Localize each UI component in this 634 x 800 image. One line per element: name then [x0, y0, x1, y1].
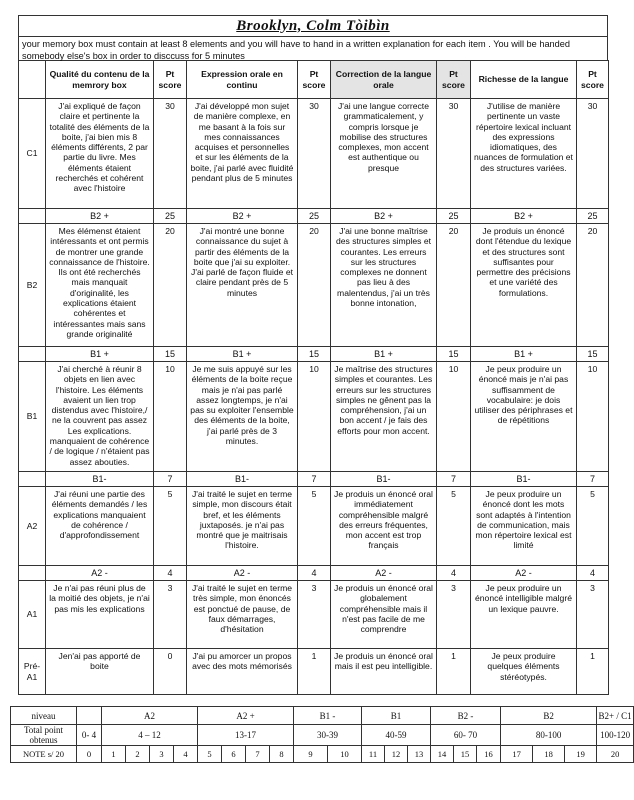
note-cell: 18 — [533, 746, 565, 763]
note-cell: 2 — [126, 746, 150, 763]
note-cell: 13 — [408, 746, 431, 763]
content-descriptor: Jen'ai pas apporté de boite — [46, 649, 154, 695]
sublevel-row-b2plus — [19, 209, 609, 224]
correction-points: 1 — [437, 649, 471, 695]
correction-header: Correction de la langue orale — [331, 61, 437, 99]
expression-descriptor: J'ai développé mon sujet de manière complexe, en me basant à la fois sur mes connaissances acquises et personnelles et sur les éléments de la boite, j'ai parlé avec fluidité pendant plus de 5 minutes — [187, 99, 298, 209]
sublevel-label: B2 + — [46, 209, 154, 224]
sublevel-row-a2minus — [19, 566, 609, 581]
empty-cell — [19, 347, 46, 362]
richesse-points: 3 — [577, 581, 609, 649]
content-descriptor: Je n'ai pas réuni plus de la moitié des objets, je n'ai pas mis les explications — [46, 581, 154, 649]
content-points: 20 — [154, 224, 187, 347]
points-range-cell: 0- 4 — [77, 725, 102, 746]
richesse-descriptor: Je peux produire un énoncé mais je n'ai pas suffisamment de vocabulaire: je dois utiliser des périphrases et de répétitions — [471, 362, 577, 472]
grade-level-cell: B2+ / C1 — [597, 707, 634, 725]
points-range-cell: 80-100 — [501, 725, 597, 746]
sublevel-label: B1 + — [331, 347, 437, 362]
sublevel-points: 4 — [437, 566, 471, 581]
content-points: 5 — [154, 487, 187, 566]
richesse-header: Richesse de la langue — [471, 61, 577, 99]
level-label: C1 — [19, 99, 46, 209]
grade-level-cell — [77, 707, 102, 725]
sublevel-label: B2 + — [187, 209, 298, 224]
sublevel-label: B1- — [187, 472, 298, 487]
note-cell: 20 — [597, 746, 634, 763]
content-points: 3 — [154, 581, 187, 649]
note-cell: 14 — [431, 746, 454, 763]
sublevel-label: B1- — [46, 472, 154, 487]
level-row-a1 — [19, 581, 609, 649]
note-cell: 11 — [362, 746, 385, 763]
sublevel-row-b1minus — [19, 472, 609, 487]
level-header — [19, 61, 46, 99]
richesse-descriptor: J'utilise de manière pertinente un vaste répertoire lexical incluant des expressions idiomatiques, des nuances de formulation et des structures variées. — [471, 99, 577, 209]
grade-conversion-table — [10, 706, 634, 763]
points-range-cell: 100-120 — [597, 725, 634, 746]
level-label: A2 — [19, 487, 46, 566]
level-label: B2 — [19, 224, 46, 347]
note-cell: 16 — [477, 746, 501, 763]
sublevel-label: B1- — [331, 472, 437, 487]
correction-points: 30 — [437, 99, 471, 209]
points-range-cell: 60- 70 — [431, 725, 501, 746]
expression-points: 30 — [298, 99, 331, 209]
sublevel-points: 25 — [154, 209, 187, 224]
richesse-points: 30 — [577, 99, 609, 209]
expression-points: 20 — [298, 224, 331, 347]
sublevel-row-b1plus — [19, 347, 609, 362]
empty-cell — [19, 209, 46, 224]
points-range-cell: 4 – 12 — [102, 725, 198, 746]
level-label: B1 — [19, 362, 46, 472]
points-range-cell: 30-39 — [294, 725, 362, 746]
points-range-cell: 40-59 — [362, 725, 431, 746]
sublevel-label: B2 + — [471, 209, 577, 224]
content-descriptor: J'ai cherché à réunir 8 objets en lien avec l'histoire. Les éléments avaient un lien trop distendus avec l'histoire,/ ne la couvrent pas assez Les explications. manquaient de cohérence / de logique / n'étaient pas assez abouties. — [46, 362, 154, 472]
richesse-points: 10 — [577, 362, 609, 472]
correction-points: 10 — [437, 362, 471, 472]
sublevel-label: B1 + — [46, 347, 154, 362]
sublevel-points: 15 — [298, 347, 331, 362]
content-descriptor: J'ai réuni une partie des éléments demandés / les explications manquaient de cohérence / d'approfondissement — [46, 487, 154, 566]
sublevel-points: 7 — [154, 472, 187, 487]
grade-level-cell: B2 - — [431, 707, 501, 725]
content-points: 0 — [154, 649, 187, 695]
sublevel-label: A2 - — [46, 566, 154, 581]
grade-level-cell: B2 — [501, 707, 597, 725]
note-cell: 7 — [246, 746, 270, 763]
expression-header: Expression orale en continu — [187, 61, 298, 99]
sublevel-points: 4 — [298, 566, 331, 581]
content-points: 30 — [154, 99, 187, 209]
sublevel-label: B1 + — [187, 347, 298, 362]
note-cell: 12 — [385, 746, 408, 763]
sublevel-points: 4 — [154, 566, 187, 581]
empty-cell — [19, 472, 46, 487]
note-cell: 8 — [270, 746, 294, 763]
sublevel-label: B1 + — [471, 347, 577, 362]
note-cell: 10 — [328, 746, 362, 763]
richesse-points: 20 — [577, 224, 609, 347]
level-row-a2 — [19, 487, 609, 566]
expression-points: 1 — [298, 649, 331, 695]
note-cell: 3 — [150, 746, 174, 763]
level-row-c1 — [19, 99, 609, 209]
expression-descriptor: J'ai pu amorcer un propos avec des mots mémorisés — [187, 649, 298, 695]
content-points: 10 — [154, 362, 187, 472]
content-header: Qualité du contenu de la memrory box — [46, 61, 154, 99]
expression-descriptor: J'ai traité le sujet en terme simple, mon discours était bref, et les éléments juxtaposés. je n'ai pas montré que je maitrisais l'histoire. — [187, 487, 298, 566]
grade-note-row — [11, 746, 634, 763]
note-row-label: NOTE s/ 20 — [11, 746, 77, 763]
expression-points: 10 — [298, 362, 331, 472]
sublevel-points: 7 — [577, 472, 609, 487]
note-cell: 5 — [198, 746, 222, 763]
title-box — [18, 15, 608, 36]
correction-points: 3 — [437, 581, 471, 649]
note-cell: 17 — [501, 746, 533, 763]
level-label: Pré-A1 — [19, 649, 46, 695]
note-cell: 15 — [454, 746, 477, 763]
sublevel-points: 25 — [577, 209, 609, 224]
points-row-label: Total point obtenus — [11, 725, 77, 746]
correction-descriptor: J'ai une langue correcte grammaticalement, y compris lorsque je mobilise des structures complexes, mon accent est authentique ou presque — [331, 99, 437, 209]
correction-descriptor: Je produis un énoncé oral mais il est peu intelligible. — [331, 649, 437, 695]
richesse-descriptor: Je produis un énoncé dont l'étendue du lexique et des structures sont suffisantes pour permettre des précisions et une variété des formulations. — [471, 224, 577, 347]
correction-descriptor: Je maîtrise des structures simples et courantes. Les erreurs sur les structures simples ne gênent pas la compréhension, j'ai un bon accent / je fais des efforts pour mon accent. — [331, 362, 437, 472]
correction-descriptor: J'ai une bonne maîtrise des structures simples et courantes. Les erreurs sur les structures complexes ne donnent pas lieu à des malentendus, j'ai un très bonne intonation, — [331, 224, 437, 347]
pt-score-header: Pt score — [577, 61, 609, 99]
correction-descriptor: Je produis un énoncé oral globalement compréhensible mais il n'est pas facile de me comprendre — [331, 581, 437, 649]
sublevel-label: A2 - — [471, 566, 577, 581]
content-descriptor: J'ai expliqué de façon claire et pertinente la totalité des éléments de la boite, j'ai bien mis 8 éléments différents, 2 par partie du livre. Mes éléments étaient recherchés et cohérent avec l'histoire — [46, 99, 154, 209]
level-row-b2 — [19, 224, 609, 347]
sublevel-points: 25 — [437, 209, 471, 224]
sublevel-points: 4 — [577, 566, 609, 581]
sublevel-points: 15 — [437, 347, 471, 362]
sublevel-points: 7 — [437, 472, 471, 487]
note-cell: 1 — [102, 746, 126, 763]
content-descriptor: Mes élémenst étaient intéressants et ont permis de montrer une grande connaissance de l'histoire. Ils ont été recherchés mais manquait d'originalité, les explications étaient cohérentes et intéressantes mais sans grande originalité — [46, 224, 154, 347]
rubric-table — [18, 60, 609, 695]
page-title: Brooklyn, Colm Tòibìn — [236, 17, 390, 34]
expression-descriptor: Je me suis appuyé sur les éléments de la boite reçue mais je n'ai pas parlé assez longtemps, je n'ai pas su exploiter l'ensemble des éléments de la boite, j'ai parlé près de 3 minutes. — [187, 362, 298, 472]
grade-level-cell: A2 + — [198, 707, 294, 725]
sublevel-points: 15 — [154, 347, 187, 362]
note-cell: 4 — [174, 746, 198, 763]
note-cell: 9 — [294, 746, 328, 763]
grade-level-row — [11, 707, 634, 725]
sublevel-label: A2 - — [187, 566, 298, 581]
correction-points: 5 — [437, 487, 471, 566]
rubric-page — [18, 15, 608, 695]
richesse-descriptor: Je peux produire un énoncé intelligible malgré un lexique pauvre. — [471, 581, 577, 649]
sublevel-label: B2 + — [331, 209, 437, 224]
header-row — [19, 61, 609, 99]
richesse-points: 1 — [577, 649, 609, 695]
level-row-label: niveau — [11, 707, 77, 725]
level-label: A1 — [19, 581, 46, 649]
expression-descriptor: J'ai traité le sujet en terme très simple, mon énoncés est ponctué de pause, de faux démarrages, d'hésitation — [187, 581, 298, 649]
expression-descriptor: J'ai montré une bonne connaissance du sujet à partir des éléments de la boite que j'ai su exploiter. J'ai parlé de façon fluide et claire pendant près de 5 minutes — [187, 224, 298, 347]
richesse-points: 5 — [577, 487, 609, 566]
note-cell: 6 — [222, 746, 246, 763]
expression-points: 5 — [298, 487, 331, 566]
grade-level-cell: B1 — [362, 707, 431, 725]
grade-points-row — [11, 725, 634, 746]
note-cell: 19 — [565, 746, 597, 763]
sublevel-points: 25 — [298, 209, 331, 224]
sublevel-points: 15 — [577, 347, 609, 362]
correction-points: 20 — [437, 224, 471, 347]
note-cell: 0 — [77, 746, 102, 763]
correction-descriptor: Je produis un énoncé oral immédiatement compréhensible malgré des erreurs fréquentes, mon accent est trop français — [331, 487, 437, 566]
richesse-descriptor: Je peux produire quelques éléments stéréotypés. — [471, 649, 577, 695]
richesse-descriptor: Je peux produire un énoncé dont les mots sont adaptés à l'intention de communication, mais mon répertoire lexical est limité — [471, 487, 577, 566]
sublevel-label: B1- — [471, 472, 577, 487]
sublevel-label: A2 - — [331, 566, 437, 581]
pt-score-header: Pt score — [154, 61, 187, 99]
level-row-pre-a1 — [19, 649, 609, 695]
expression-points: 3 — [298, 581, 331, 649]
pt-score-header: Pt score — [437, 61, 471, 99]
points-range-cell: 13-17 — [198, 725, 294, 746]
instructions-text: your memory box must contain at least 8 elements and you will have to hand in a written explanation for each item . You will be handed somebody else's box in order to disccuss for 5 minutes — [18, 36, 608, 60]
level-row-b1 — [19, 362, 609, 472]
grade-level-cell: B1 - — [294, 707, 362, 725]
sublevel-points: 7 — [298, 472, 331, 487]
empty-cell — [19, 566, 46, 581]
grade-level-cell: A2 — [102, 707, 198, 725]
pt-score-header: Pt score — [298, 61, 331, 99]
